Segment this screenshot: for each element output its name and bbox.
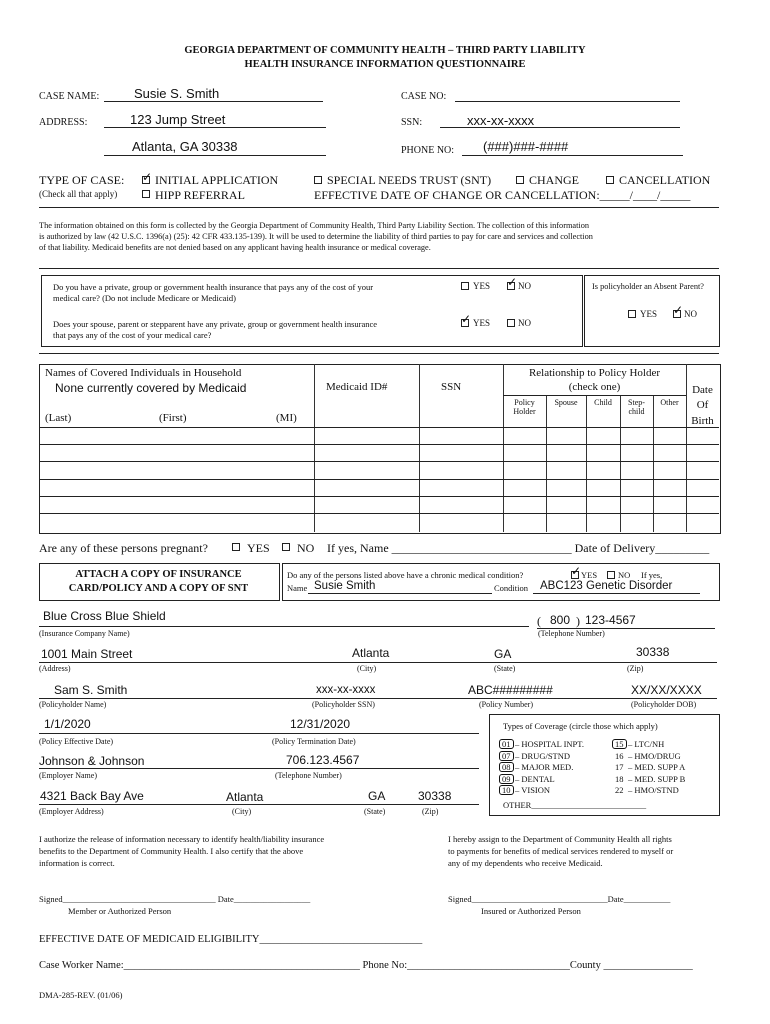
insurance-city-caption: (City)	[357, 664, 377, 673]
coverage-code-16: 16	[615, 750, 624, 761]
checkmark-icon: ✓	[507, 275, 518, 289]
telephone-number-field[interactable]: 123-4567	[585, 613, 636, 627]
q2-no-label: NO	[518, 318, 531, 328]
chronic-if-yes: If yes,	[641, 570, 663, 580]
policy-number-caption: (Policy Number)	[479, 700, 533, 709]
coverage-types-title: Types of Coverage (circle those which apply)	[503, 721, 658, 731]
effective-change-date-field[interactable]: EFFECTIVE DATE OF CHANGE OR CANCELLATION:_____/____/_____	[314, 188, 691, 202]
case-name-field[interactable]: Susie S. Smith	[134, 86, 220, 101]
telephone-caption: (Telephone Number)	[538, 629, 605, 638]
policyholder-ssn-field[interactable]: xxx-xx-xxxx	[316, 684, 376, 696]
q1-yes-checkbox[interactable]	[461, 282, 469, 290]
form-number: DMA-285-REV. (01/06)	[39, 990, 123, 1000]
chronic-no-label: NO	[618, 570, 631, 580]
employer-name-caption: (Employer Name)	[39, 771, 97, 780]
authorization-right-line2: to payments for benefits of medical services rendered to myself or	[448, 846, 674, 856]
names-column-header: Names of Covered Individuals in Household	[45, 367, 242, 379]
insurance-state-caption: (State)	[494, 664, 516, 673]
type-of-case-label: TYPE OF CASE:	[39, 173, 125, 187]
coverage-label-15: – LTC/NH	[628, 739, 665, 749]
coverage-code-15: 15	[615, 739, 624, 749]
coverage-code-08: 08	[502, 762, 511, 772]
insured-signature-field[interactable]: Signed________________________________Date___________	[448, 894, 671, 904]
other-header: Other	[660, 398, 679, 407]
authorization-left-line1: I authorize the release of information necessary to identify health/liability insurance	[39, 834, 325, 844]
absent-parent-no-label: NO	[684, 309, 697, 319]
stepchild-header: Step- child	[628, 398, 645, 417]
pregnancy-details-field[interactable]: If yes, Name ______________________________ Date of Delivery_________	[327, 541, 710, 555]
telephone-paren-open: (	[537, 614, 541, 628]
ssn-label: SSN:	[401, 117, 423, 128]
hipp-referral-checkbox[interactable]	[142, 190, 150, 198]
employer-phone-caption: (Telephone Number)	[275, 771, 342, 780]
first-name-header: (First)	[159, 412, 187, 424]
insurance-city-field[interactable]: Atlanta	[352, 646, 390, 660]
pregnancy-yes-checkbox[interactable]	[232, 543, 240, 551]
pregnancy-no-checkbox[interactable]	[282, 543, 290, 551]
coverage-label-08: – MAJOR MED.	[515, 762, 574, 772]
phone-label: PHONE NO:	[401, 145, 455, 156]
coverage-code-22: 22	[615, 785, 624, 795]
absent-parent-yes-checkbox[interactable]	[628, 310, 636, 318]
checkmark-icon: ✓	[142, 170, 153, 184]
pregnancy-yes-label: YES	[247, 541, 270, 555]
employer-city-field[interactable]: Atlanta	[226, 790, 264, 804]
attach-notice-line1: ATTACH A COPY OF INSURANCE	[75, 569, 242, 580]
covered-individuals-field[interactable]: None currently covered by Medicaid	[55, 381, 247, 395]
chronic-name-label: Name	[287, 583, 308, 593]
relationship-subheader: (check one)	[568, 381, 621, 393]
insurance-state-field[interactable]: GA	[494, 647, 512, 661]
checkmark-icon: ✓	[673, 303, 684, 317]
initial-application-label: INITIAL APPLICATION	[155, 173, 279, 187]
type-of-case-hint: (Check all that apply)	[39, 189, 118, 199]
employer-city-caption: (City)	[232, 807, 252, 816]
child-header: Child	[594, 398, 612, 407]
employer-zip-caption: (Zip)	[422, 807, 439, 816]
address-line2-field[interactable]: Atlanta, GA 30338	[132, 139, 238, 154]
chronic-condition-field[interactable]: ABC123 Genetic Disorder	[540, 580, 673, 592]
policy-effective-caption: (Policy Effective Date)	[39, 737, 114, 746]
checkmark-icon: ✓	[461, 312, 472, 326]
authorization-left-line2: benefits to the Department of Community Health. I also certify that the above	[39, 846, 304, 856]
q2-no-checkbox[interactable]	[507, 319, 515, 327]
coverage-label-10: – VISION	[515, 785, 551, 795]
coverage-label-01: – HOSPITAL INPT.	[515, 739, 584, 749]
medicaid-id-header: Medicaid ID#	[326, 381, 388, 393]
q1-yes-label: YES	[473, 281, 491, 291]
change-checkbox[interactable]	[516, 176, 524, 184]
form-title: GEORGIA DEPARTMENT OF COMMUNITY HEALTH – THIRD PARTY LIABILITY	[184, 45, 586, 56]
q2-yes-label: YES	[473, 318, 491, 328]
policy-number-field[interactable]: ABC#########	[468, 683, 553, 697]
coverage-code-09: 09	[502, 773, 511, 784]
ssn-field[interactable]: xxx-xx-xxxx	[467, 113, 535, 128]
employer-address-caption: (Employer Address)	[39, 807, 104, 816]
case-no-label: CASE NO:	[401, 91, 447, 102]
hipp-referral-label: HIPP REFERRAL	[155, 188, 245, 202]
chronic-no-checkbox[interactable]	[607, 571, 615, 579]
relationship-header: Relationship to Policy Holder	[528, 367, 661, 379]
address-line1-field[interactable]: 123 Jump Street	[130, 112, 226, 127]
intro-text-line2: is authorized by law (42 U.S.C. 1396(a) (25): 42 CFR 433.135-139). It will be used to determine the liability of third parties to pay for care and services and collection	[39, 232, 593, 241]
q1-no-label: NO	[518, 281, 531, 291]
insurance-address-caption: (Address)	[39, 664, 71, 673]
policyholder-ssn-caption: (Policyholder SSN)	[312, 700, 375, 709]
snt-checkbox[interactable]	[314, 176, 322, 184]
snt-label: SPECIAL NEEDS TRUST (SNT)	[327, 173, 492, 187]
pregnancy-question: Are any of these persons pregnant?	[39, 541, 208, 555]
member-signature-field[interactable]: Signed____________________________________ Date__________________	[39, 894, 311, 904]
authorization-left-line3: information is correct.	[39, 858, 115, 868]
change-label: CHANGE	[529, 173, 579, 187]
form-subtitle: HEALTH INSURANCE INFORMATION QUESTIONNAIRE	[244, 59, 526, 70]
insurance-company-caption: (Insurance Company Name)	[39, 629, 130, 638]
insured-signature-caption: Insured or Authorized Person	[481, 906, 581, 916]
chronic-yes-label: YES	[581, 570, 598, 580]
question-1-line1: Do you have a private, group or government health insurance that pays any of the cost of your	[53, 282, 374, 292]
coverage-code-18: 18	[615, 773, 624, 784]
chronic-name-field[interactable]: Susie Smith	[314, 580, 376, 592]
coverage-other-field[interactable]: OTHER___________________________	[503, 800, 647, 810]
employer-address-field[interactable]: 4321 Back Bay Ave	[40, 789, 144, 803]
pregnancy-no-label: NO	[297, 541, 315, 555]
coverage-code-07: 07	[502, 750, 511, 761]
question-1-line2: medical care? (Do not include Medicare or Medicaid)	[53, 293, 236, 303]
telephone-area-field[interactable]: 800	[550, 613, 571, 627]
intro-text-line1: The information obtained on this form is collected by the Georgia Department of Community Health, Third Party Liability Section. The collection of this information	[39, 221, 590, 230]
employer-state-field[interactable]: GA	[368, 789, 386, 803]
insurance-company-field[interactable]: Blue Cross Blue Shield	[43, 609, 166, 623]
case-name-label: CASE NAME:	[39, 91, 100, 102]
policyholder-dob-field[interactable]: XX/XX/XXXX	[631, 683, 702, 697]
address-label: ADDRESS:	[39, 117, 88, 128]
spouse-header: Spouse	[554, 398, 578, 407]
employer-phone-field[interactable]: 706.123.4567	[286, 753, 360, 767]
coverage-code-01: 01	[502, 739, 511, 749]
phone-field[interactable]: (###)###-####	[483, 139, 569, 154]
member-signature-caption: Member or Authorized Person	[68, 906, 172, 916]
policy-effective-date-field[interactable]: 1/1/2020	[44, 717, 91, 731]
policyholder-name-caption: (Policyholder Name)	[39, 700, 107, 709]
question-2-line1: Does your spouse, parent or stepparent have any private, group or government health insurance	[53, 319, 378, 329]
policy-termination-date-field[interactable]: 12/31/2020	[290, 717, 351, 731]
checkmark-icon: ✓	[571, 564, 582, 578]
last-name-header: (Last)	[45, 412, 72, 424]
question-2-line2: that pays any of the cost of your medical care?	[53, 330, 212, 340]
ssn-header: SSN	[441, 381, 462, 393]
authorization-right-line3: any of my dependents who receive Medicaid.	[448, 858, 603, 868]
cancellation-label: CANCELLATION	[619, 173, 711, 187]
policy-termination-caption: (Policy Termination Date)	[272, 737, 356, 746]
coverage-label-22: – HMO/STND	[628, 785, 679, 795]
absent-parent-yes-label: YES	[640, 309, 658, 319]
coverage-label-18: – MED. SUPP B	[628, 773, 686, 784]
coverage-code-10: 10	[502, 785, 511, 795]
insurance-zip-field[interactable]: 30338	[636, 645, 670, 659]
policyholder-dob-caption: (Policyholder DOB)	[631, 700, 697, 709]
intro-text-line3: of that liability. Medicaid benefits are not denied based on any applicant having health insurance or medical coverage.	[39, 243, 431, 252]
telephone-paren-close: )	[576, 614, 580, 628]
medicaid-eligibility-field[interactable]: EFFECTIVE DATE OF MEDICAID ELIGIBILITY_______________________________	[39, 934, 423, 945]
chronic-condition-label: Condition	[494, 583, 529, 593]
policyholder-name-field[interactable]: Sam S. Smith	[54, 683, 128, 697]
attach-notice-line2: CARD/POLICY AND A COPY OF SNT	[68, 583, 249, 594]
coverage-label-17: – MED. SUPP A	[628, 762, 686, 772]
policy-holder-header: Policy Holder	[513, 398, 536, 417]
caseworker-line[interactable]: Case Worker Name:_____________________________________________ Phone No:_______________________________County _________________	[39, 960, 693, 971]
absent-parent-question: Is policyholder an Absent Parent?	[592, 282, 704, 291]
chronic-condition-question: Do any of the persons listed above have a chronic medical condition?	[287, 570, 524, 580]
employer-name-field[interactable]: Johnson & Johnson	[39, 754, 145, 768]
authorization-right-line1: I hereby assign to the Department of Community Health all rights	[448, 834, 672, 844]
coverage-label-07: – DRUG/STND	[515, 750, 571, 761]
coverage-code-17: 17	[615, 762, 624, 772]
insurance-address-field[interactable]: 1001 Main Street	[41, 647, 133, 661]
middle-initial-header: (MI)	[276, 412, 297, 424]
employer-state-caption: (State)	[364, 807, 386, 816]
dob-header: Date Of Birth	[691, 384, 714, 427]
insurance-zip-caption: (Zip)	[627, 664, 644, 673]
coverage-label-16: – HMO/DRUG	[628, 750, 681, 761]
employer-zip-field[interactable]: 30338	[418, 789, 452, 803]
coverage-label-09: – DENTAL	[515, 773, 555, 784]
cancellation-checkbox[interactable]	[606, 176, 614, 184]
